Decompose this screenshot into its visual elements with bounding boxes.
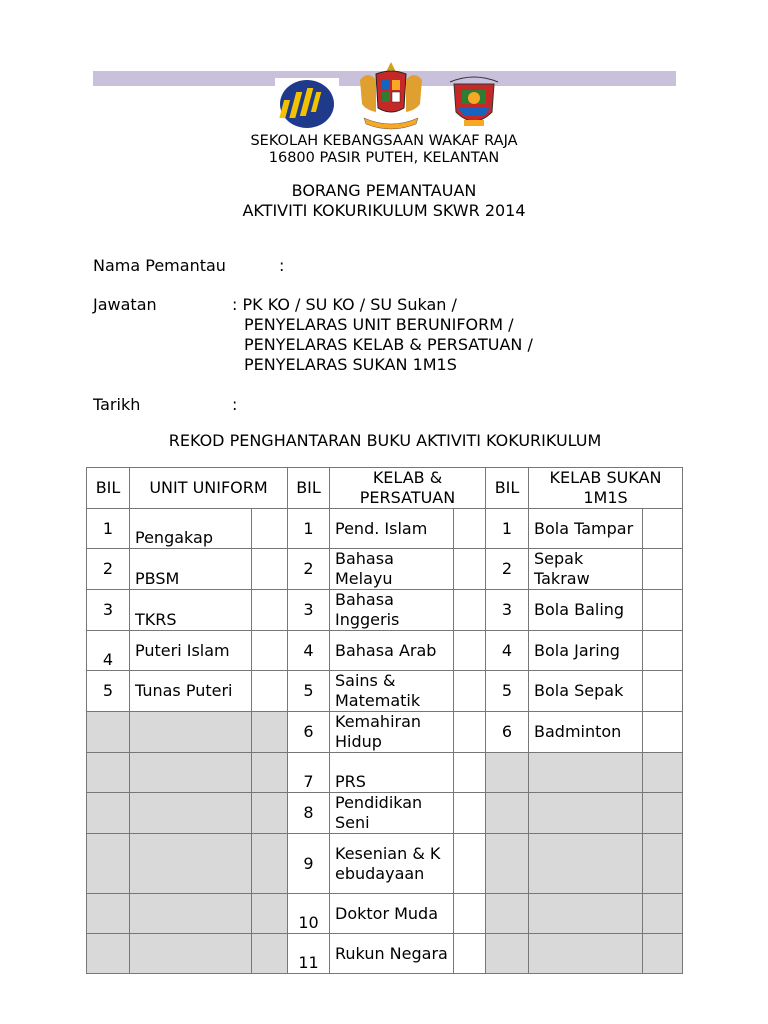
empty-cell: [87, 834, 130, 894]
kelantan-state-crest-icon: [444, 72, 504, 132]
empty-cell: [130, 894, 252, 934]
table-row: [87, 712, 683, 753]
sukan-bil: 5: [486, 671, 529, 712]
empty-cell: [529, 934, 643, 974]
kelab-bil: 5: [288, 671, 330, 712]
jawatan-line-3: PENYELARAS KELAB & PERSATUAN /: [244, 335, 533, 354]
kelab-name: Doktor Muda: [330, 894, 454, 934]
table-row: [87, 549, 683, 590]
nama-colon: :: [279, 256, 285, 275]
empty-cell: [486, 894, 529, 934]
kelab-check-cell[interactable]: [454, 590, 486, 631]
empty-cell: [252, 793, 288, 834]
empty-cell: [643, 894, 683, 934]
uniform-name: TKRS: [130, 590, 252, 631]
uniform-check-cell[interactable]: [252, 590, 288, 631]
empty-cell: [130, 793, 252, 834]
empty-cell: [486, 793, 529, 834]
uniform-check-cell[interactable]: [252, 671, 288, 712]
kelab-check-cell[interactable]: [454, 793, 486, 834]
jawatan-line-4: PENYELARAS SUKAN 1M1S: [244, 355, 457, 374]
kelab-name: Kesenian & Kebudayaan: [330, 834, 454, 894]
empty-cell: [643, 834, 683, 894]
uniform-name: Pengakap: [130, 509, 252, 549]
empty-cell: [252, 753, 288, 793]
empty-cell: [87, 712, 130, 753]
jawatan-line-1: : PK KO / SU KO / SU Sukan /: [232, 295, 457, 314]
uniform-bil: 5: [87, 671, 130, 712]
kelab-bil: 7: [288, 753, 330, 793]
empty-cell: [643, 934, 683, 974]
kelab-check-cell[interactable]: [454, 834, 486, 894]
kelab-bil: 3: [288, 590, 330, 631]
empty-cell: [252, 894, 288, 934]
sukan-bil: 3: [486, 590, 529, 631]
kelab-check-cell[interactable]: [454, 509, 486, 549]
header-bil: BIL: [87, 468, 130, 509]
empty-cell: [529, 894, 643, 934]
sukan-check-cell[interactable]: [643, 712, 683, 753]
sukan-bil: 6: [486, 712, 529, 753]
empty-cell: [529, 753, 643, 793]
table-row: [87, 793, 683, 834]
empty-cell: [643, 793, 683, 834]
kelab-name: PRS: [330, 753, 454, 793]
kelab-bil: 2: [288, 549, 330, 590]
kelab-bil: 1: [288, 509, 330, 549]
table-row: [87, 934, 683, 974]
kelab-name: Bahasa Arab: [330, 631, 454, 671]
empty-cell: [130, 934, 252, 974]
empty-cell: [252, 834, 288, 894]
empty-cell: [130, 834, 252, 894]
malaysia-coat-of-arms-icon: [354, 60, 428, 132]
header-kelab-sukan: KELAB SUKAN 1M1S: [529, 468, 683, 509]
kelab-bil: 10: [288, 894, 330, 934]
uniform-bil: 2: [87, 549, 130, 590]
jawatan-line-2: PENYELARAS UNIT BERUNIFORM /: [244, 315, 514, 334]
kelab-name: Pend. Islam: [330, 509, 454, 549]
uniform-name: Tunas Puteri: [130, 671, 252, 712]
empty-cell: [486, 834, 529, 894]
kelab-bil: 9: [288, 834, 330, 894]
kelab-bil: 6: [288, 712, 330, 753]
header-kelab-persatuan: KELAB & PERSATUAN: [330, 468, 486, 509]
form-title-line1: BORANG PEMANTAUAN: [291, 181, 477, 200]
kelab-check-cell[interactable]: [454, 549, 486, 590]
kelab-check-cell[interactable]: [454, 753, 486, 793]
sukan-check-cell[interactable]: [643, 509, 683, 549]
table-row: [87, 834, 683, 894]
empty-cell: [87, 934, 130, 974]
empty-cell: [529, 793, 643, 834]
kelab-bil: 8: [288, 793, 330, 834]
school-ministry-logo: [275, 78, 339, 130]
uniform-check-cell[interactable]: [252, 631, 288, 671]
table-row: [87, 894, 683, 934]
header-bil: BIL: [288, 468, 330, 509]
school-name: SEKOLAH KEBANGSAAN WAKAF RAJA: [250, 133, 518, 149]
empty-cell: [130, 753, 252, 793]
uniform-bil: 4: [87, 631, 130, 671]
sukan-name: Sepak Takraw: [529, 549, 643, 590]
empty-cell: [87, 753, 130, 793]
table-row: [87, 590, 683, 631]
nama-label: Nama Pemantau: [93, 256, 226, 275]
empty-cell: [529, 834, 643, 894]
sukan-check-cell[interactable]: [643, 549, 683, 590]
kelab-check-cell[interactable]: [454, 934, 486, 974]
record-table: [86, 467, 683, 974]
section-title: REKOD PENGHANTARAN BUKU AKTIVITI KOKURIKULUM: [168, 431, 602, 450]
form-title-line2: AKTIVITI KOKURIKULUM SKWR 2014: [242, 201, 526, 220]
empty-cell: [87, 793, 130, 834]
empty-cell: [252, 934, 288, 974]
table-row: [87, 631, 683, 671]
kelab-name: Kemahiran Hidup: [330, 712, 454, 753]
kelab-name: Bahasa Inggeris: [330, 590, 454, 631]
kelab-name: Pendidikan Seni: [330, 793, 454, 834]
sukan-name: Bola Tampar: [529, 509, 643, 549]
sukan-name: Bola Baling: [529, 590, 643, 631]
table-row: [87, 509, 683, 549]
sukan-check-cell[interactable]: [643, 631, 683, 671]
empty-cell: [486, 753, 529, 793]
uniform-check-cell[interactable]: [252, 509, 288, 549]
kelab-bil: 11: [288, 934, 330, 974]
sukan-bil: 4: [486, 631, 529, 671]
tarikh-label: Tarikh: [93, 395, 141, 414]
sukan-check-cell[interactable]: [643, 671, 683, 712]
kelab-name: Rukun Negara: [330, 934, 454, 974]
empty-cell: [486, 934, 529, 974]
uniform-check-cell[interactable]: [252, 549, 288, 590]
school-address: 16800 PASIR PUTEH, KELANTAN: [268, 150, 500, 166]
kelab-check-cell[interactable]: [454, 712, 486, 753]
table-row: [87, 753, 683, 793]
uniform-bil: 1: [87, 509, 130, 549]
sukan-name: Bola Sepak: [529, 671, 643, 712]
jawatan-label: Jawatan: [93, 295, 157, 314]
kelab-check-cell[interactable]: [454, 671, 486, 712]
kelab-check-cell[interactable]: [454, 631, 486, 671]
uniform-name: Puteri Islam: [130, 631, 252, 671]
empty-cell: [87, 894, 130, 934]
table-header-row: [87, 468, 683, 509]
empty-cell: [130, 712, 252, 753]
sukan-check-cell[interactable]: [643, 590, 683, 631]
tarikh-colon: :: [232, 395, 238, 414]
table-row: [87, 671, 683, 712]
header-bil: BIL: [486, 468, 529, 509]
uniform-bil: 3: [87, 590, 130, 631]
sukan-name: Bola Jaring: [529, 631, 643, 671]
uniform-name: PBSM: [130, 549, 252, 590]
kelab-bil: 4: [288, 631, 330, 671]
kelab-check-cell[interactable]: [454, 894, 486, 934]
kelab-name: Sains & Matematik: [330, 671, 454, 712]
sukan-bil: 1: [486, 509, 529, 549]
empty-cell: [252, 712, 288, 753]
empty-cell: [643, 753, 683, 793]
sukan-name: Badminton: [529, 712, 643, 753]
header-unit-uniform: UNIT UNIFORM: [130, 468, 288, 509]
sukan-bil: 2: [486, 549, 529, 590]
kelab-name: Bahasa Melayu: [330, 549, 454, 590]
